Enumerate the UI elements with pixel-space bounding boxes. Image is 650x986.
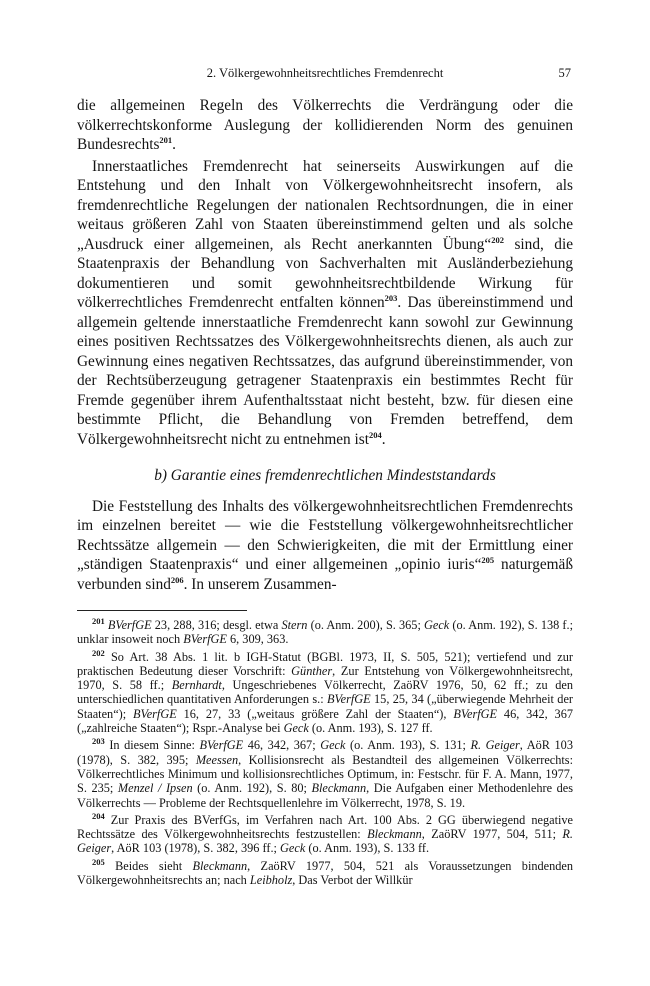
footnote-203 xyxy=(77,738,573,809)
text-run: Geck xyxy=(424,618,450,632)
main-text xyxy=(77,96,573,890)
text-run: (o. Anm. 193), S. 131; xyxy=(345,738,471,753)
footnotes xyxy=(77,615,574,888)
text-run: (o. Anm. 192), S. 138 f.; unklar insoweit noch xyxy=(77,618,574,647)
text-run: Geck xyxy=(283,721,309,736)
text-run: . Das übereinstimmend und allgemein geltende innerstaatliche Fremdenrecht kann sowohl zur Gewinnung eines positiven Rechtssatzes des Völkergewohnheitsrechts dienen, als auch zur Gewinnung eines negativen Rechtssatzes, das aufgrund übereinstimmender, von der Rechtsüberzeugung getragener Staatenpraxis ein bestimmtes Recht für Fremde gegenüber ihrem Aufenthaltsstaat nicht besteht, bzw. für diesen eine bestimmte Pflicht, die Behandlung von Fremden betreffend, dem Völkergewohnheitsrecht nicht zu entnehmen ist xyxy=(77,294,573,448)
text-run: , AöR 103 (1978), S. 382, 395; xyxy=(77,738,573,767)
text-run: , Das Verbot der Willkür xyxy=(292,873,413,888)
text-run: Leibholz xyxy=(249,873,293,888)
text-run: 23, 288, 316; desgl. etwa xyxy=(151,618,282,632)
text-run: Bleckmann xyxy=(367,827,422,842)
text-run: Innerstaatliches Fremdenrecht hat seinerseits Auswirkungen auf die Entstehung und den Inhalt von Völkergewohnheitsrecht insofern, als fremdenrechtliche Regelungen der nationalen Rechtsordnungen, die in einer weitaus größeren Zahl von Staaten übereinstimmend gelten und als solche „Ausdruck einer allgemeinen, als Recht anerkannten Übung“ xyxy=(77,157,573,253)
text-run: 46, 342, 367 („zahlreiche Staaten“); Rspr.-Analyse bei xyxy=(77,706,573,736)
text-run: sind, die Staatenpraxis der Behandlung von Sachverhalten mit Ausländerbeziehung dokumentieren und somit gewohnheitsrechtbildende Wirkung für völkerrechtliches Fremdenrecht entfalten können xyxy=(77,235,573,311)
text-run: naturgemäß verbunden sind xyxy=(77,556,573,593)
footnote-201 xyxy=(77,615,574,647)
text-run: Günther xyxy=(291,663,333,678)
text-run: Bleckmann xyxy=(311,781,367,796)
text-run: . xyxy=(172,136,176,153)
text-run: , Die Aufgaben einer Methodenlehre des Völkerrechts — Probleme der Rechtsquellenlehre im Völkerrecht, 1978, S. 19. xyxy=(77,781,573,810)
text-run: , Kollisionsrecht als Bestandteil des allgemeinen Völkerrechts: Völkerrechtliches Minimum und kollisionsrechtliches Optimum, in: Festschr. für F. A. Mann, 1977, S. 235; xyxy=(77,752,574,796)
footnote-202 xyxy=(77,647,574,736)
text-run: 16, 27, 33 („weitaus größere Zahl der Staaten“), xyxy=(176,706,454,721)
text-run: (o. Anm. 193), S. 127 ff. xyxy=(308,721,433,736)
footnote-204 xyxy=(77,810,574,856)
text-run: . In unserem Zusammen- xyxy=(183,575,337,593)
text-run: Zur Praxis des BVerfGs, im Verfahren nach Art. 100 Abs. 2 GG überwiegend negative Rechtssätze des Völkergewohnheitsrechts festzustellen: xyxy=(77,812,574,842)
text-run: BVerfGE xyxy=(183,632,227,647)
footnote-205 xyxy=(77,856,574,888)
footnote-number: 205 xyxy=(92,856,105,867)
text-run: , ZaöRV 1977, 504, 511; xyxy=(421,827,563,842)
section-heading: b) Garantie eines fremdenrechtlichen Mindeststandards xyxy=(154,467,496,484)
text-run: Geck xyxy=(280,841,306,856)
paragraph-1 xyxy=(77,96,573,155)
running-header xyxy=(77,66,573,84)
footnote-ref: 206 xyxy=(170,574,184,585)
text-run: In diesem Sinne: xyxy=(109,738,200,753)
text-run: BVerfGE xyxy=(199,738,244,753)
text-run: Die Feststellung des Inhalts des völkergewohnheitsrechtlichen Fremdenrechts im einzelnen bereitet — wie die Feststellung völkergewohnheitsrechtlicher Rechtssätze allgemein — den Schwierigkeiten, die mit der Ermittlung einer „ständigen Staatenpraxis“ und einer allgemeinen „opinio iuris“ xyxy=(77,497,573,573)
text-run: . xyxy=(381,430,386,448)
text-run: , Ungeschriebenes Völkerrecht, ZaöRV 1976, 50, 62 ff.; zu den unterschiedlichen quantitativen Anforderungen s.: xyxy=(77,678,573,707)
text-run: Beides sieht xyxy=(115,858,193,873)
footnote-ref: 201 xyxy=(159,134,173,145)
text-run: 46, 342, 367; xyxy=(243,738,321,753)
text-run: 15, 25, 34 („überwiegende Mehrheit der Staaten“); xyxy=(77,692,573,721)
text-run: BVerfGE xyxy=(453,706,498,721)
text-run: BVerfGE xyxy=(133,706,177,721)
footnote-ref: 202 xyxy=(491,234,504,245)
text-run: , AöR 103 (1978), S. 382, 396 ff.; xyxy=(111,841,281,856)
page-number: 57 xyxy=(558,66,571,80)
text-run: So Art. 38 Abs. 1 lit. b IGH-Statut (BGBl. 1973, II, S. 505, 521); vertiefend und zur praktischen Bedeutung dieser Vorschrift: xyxy=(77,649,574,678)
text-run: (o. Anm. 200), S. 365; xyxy=(307,618,425,632)
text-run: (o. Anm. 193), S. 133 ff. xyxy=(305,841,430,856)
footnote-ref: 203 xyxy=(384,292,398,303)
footnote-ref: 204 xyxy=(368,429,382,440)
text-run: Menzel / Ipsen xyxy=(117,781,193,796)
text-run: , Zur Entstehung von Völkergewohnheitsrecht, 1970, S. 58 ff.; xyxy=(77,663,573,693)
footnote-number: 201 xyxy=(92,615,105,626)
text-run: Geck xyxy=(320,738,346,753)
footnote-ref: 205 xyxy=(481,554,495,565)
text-run: die allgemeinen Regeln des Völkerrechts die Verdrängung oder die völkerrechtskonforme Auslegung der kollidierenden Norm des genuinen Bundesrechts xyxy=(77,97,573,153)
text-run: R. Geiger xyxy=(470,738,520,753)
text-run: Bleckmann xyxy=(192,858,248,873)
text-run: (o. Anm. 192), S. 80; xyxy=(192,781,312,796)
footnote-number: 204 xyxy=(92,810,105,821)
text-run: Bernhardt xyxy=(171,678,222,693)
text-run: R. Geiger xyxy=(77,827,573,856)
footnote-number: 202 xyxy=(92,647,105,658)
footnote-number: 203 xyxy=(92,736,105,747)
paragraph-2 xyxy=(77,157,573,450)
text-run: Meessen xyxy=(195,752,239,767)
chapter-title: 2. Völkergewohnheitsrechtliches Fremdenrecht xyxy=(206,66,444,80)
text-run: Stern xyxy=(281,618,308,632)
paragraph-3 xyxy=(77,497,573,595)
text-run: BVerfGE xyxy=(107,618,152,632)
footnote-divider xyxy=(77,610,247,611)
text-run: BVerfGE xyxy=(326,692,371,707)
text-run: 6, 309, 363. xyxy=(226,632,289,647)
text-run: , ZaöRV 1977, 504, 521 als Voraussetzungen bindenden Völkergewohnheitsrechts an; nach xyxy=(77,858,574,888)
